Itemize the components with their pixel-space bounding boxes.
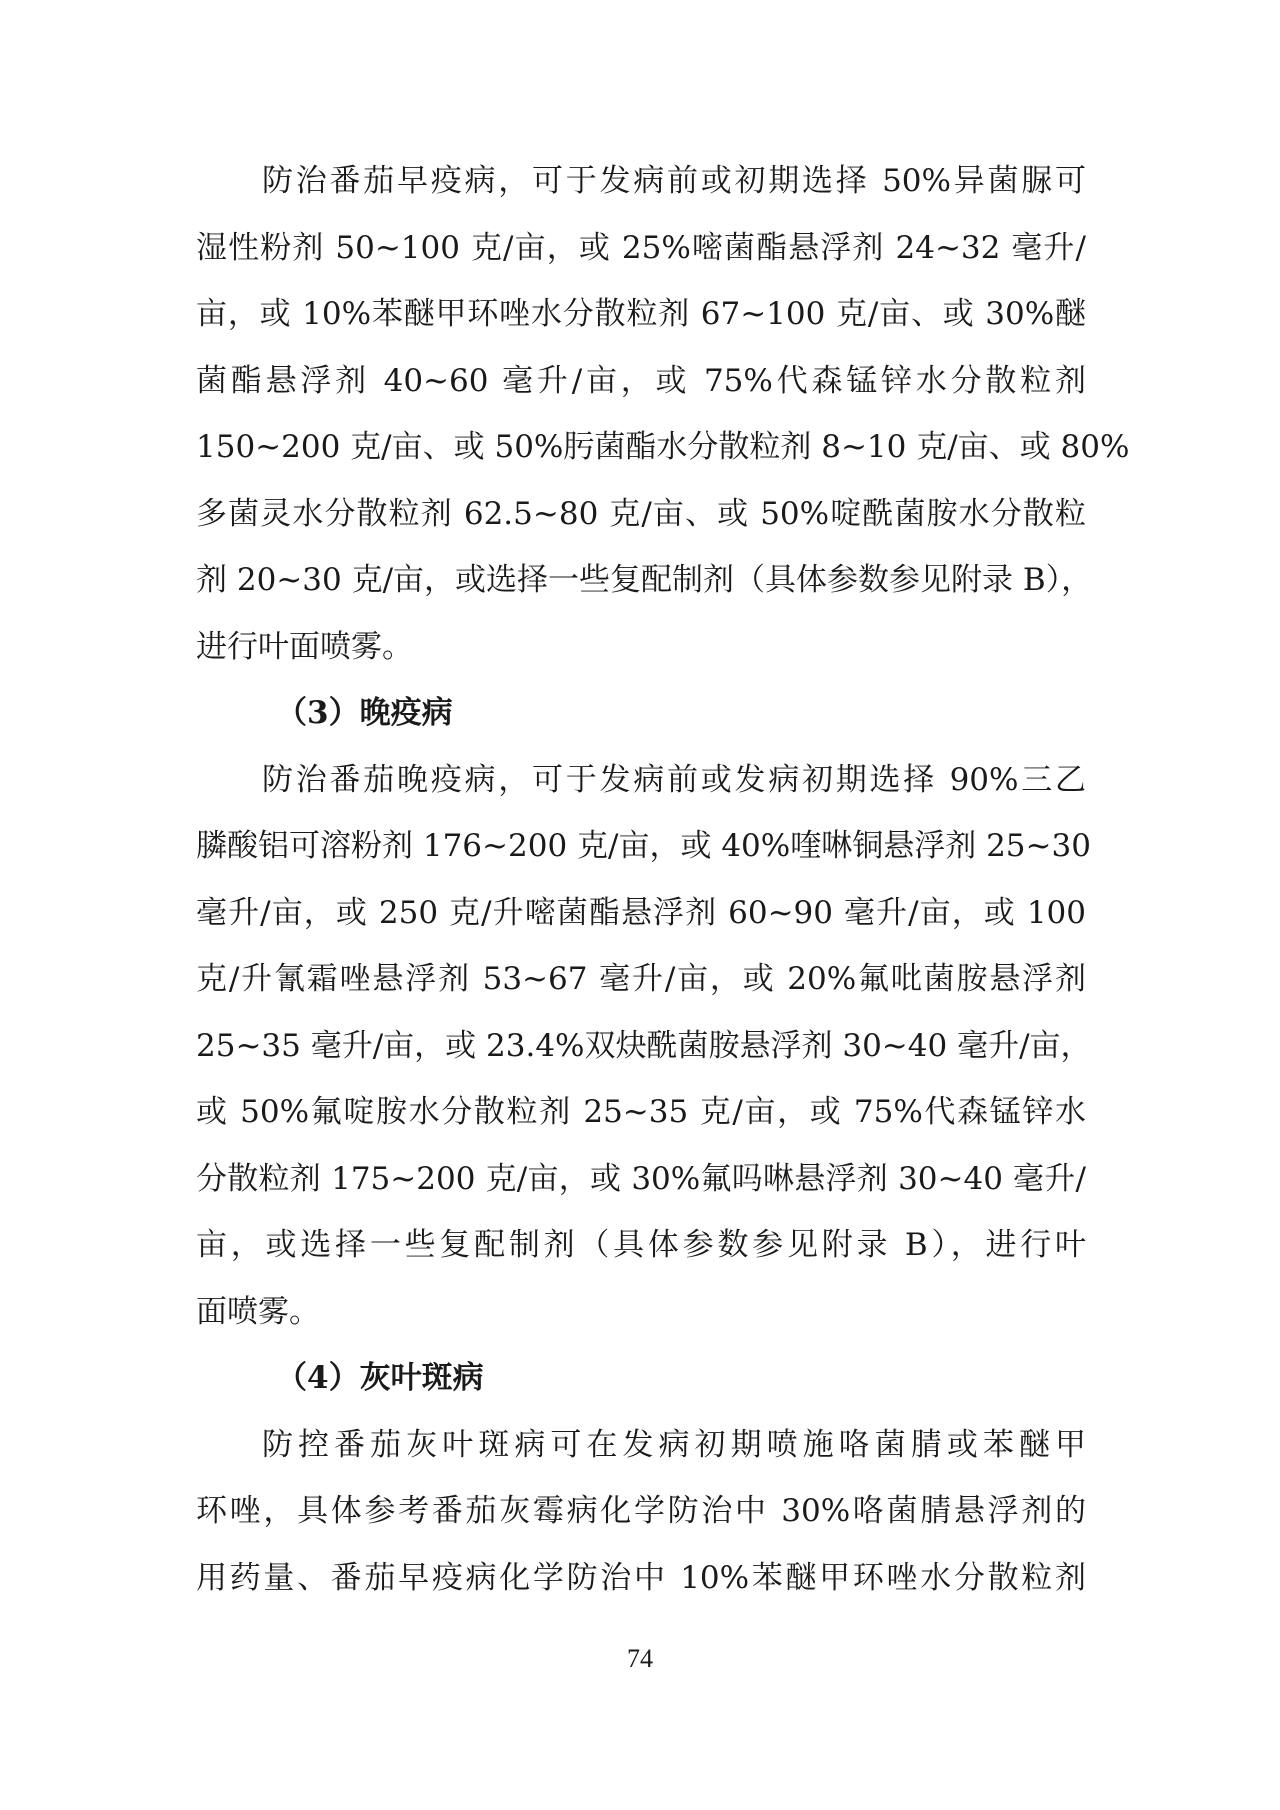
- text-line: 克/升氰霜唑悬浮剂 53~67 毫升/亩，或 20%氟吡菌胺悬浮剂: [196, 961, 1086, 997]
- section-heading-late-blight: （3）晚疫病: [276, 695, 453, 731]
- document-body: [196, 148, 1130, 1611]
- text-line: 25~35 毫升/亩，或 23.4%双炔酰菌胺悬浮剂 30~40 毫升/亩，: [196, 1027, 1092, 1064]
- text-line: 或 50%氟啶胺水分散粒剂 25~35 克/亩，或 75%代森锰锌水: [196, 1094, 1086, 1130]
- paragraph-gray-leaf-spot: [196, 1412, 1086, 1612]
- text-line: 亩，或 10%苯醚甲环唑水分散粒剂 67~100 克/亩、或 30%醚: [196, 296, 1086, 332]
- text-line: 多菌灵水分散粒剂 62.5~80 克/亩、或 50%啶酰菌胺水分散粒: [196, 495, 1086, 532]
- text-line: 150~200 克/亩、或 50%肟菌酯水分散粒剂 8~10 克/亩、或 80%: [196, 429, 1130, 465]
- text-line: 分散粒剂 175~200 克/亩，或 30%氟吗啉悬浮剂 30~40 毫升/: [196, 1160, 1086, 1197]
- page-number: 74: [627, 1644, 653, 1673]
- text-line: 亩，或选择一些复配制剂（具体参数参见附录 B），进行叶: [196, 1227, 1086, 1263]
- text-line: 菌酯悬浮剂 40~60 毫升/亩，或 75%代森锰锌水分散粒剂: [196, 362, 1086, 399]
- section-heading-gray-leaf-spot: （4）灰叶斑病: [276, 1360, 484, 1396]
- text-line: 湿性粉剂 50~100 克/亩，或 25%嘧菌酯悬浮剂 24~32 毫升/: [196, 229, 1086, 266]
- text-line: 膦酸铝可溶粉剂 176~200 克/亩，或 40%喹啉铜悬浮剂 25~30: [196, 828, 1091, 864]
- text-line: 防控番茄灰叶斑病可在发病初期喷施咯菌腈或苯醚甲: [262, 1426, 1086, 1463]
- text-line: 毫升/亩，或 250 克/升嘧菌酯悬浮剂 60~90 毫升/亩，或 100: [196, 894, 1086, 931]
- paragraph-late-blight: [196, 747, 1092, 1346]
- paragraph-early-blight: [196, 148, 1130, 680]
- text-line: 面喷雾。: [196, 1293, 320, 1330]
- text-line: 防治番茄早疫病，可于发病前或初期选择 50%异菌脲可: [262, 163, 1086, 199]
- text-line: 剂 20~30 克/亩，或选择一些复配制剂（具体参数参见附录 B），: [196, 562, 1093, 598]
- text-line: 环唑，具体参考番茄灰霉病化学防治中 30%咯菌腈悬浮剂的: [196, 1493, 1086, 1529]
- text-line: 防治番茄晚疫病，可于发病前或发病初期选择 90%三乙: [262, 761, 1086, 798]
- text-line: 用药量、番茄早疫病化学防治中 10%苯醚甲环唑水分散粒剂: [196, 1559, 1086, 1596]
- text-line: 进行叶面喷雾。: [196, 628, 413, 665]
